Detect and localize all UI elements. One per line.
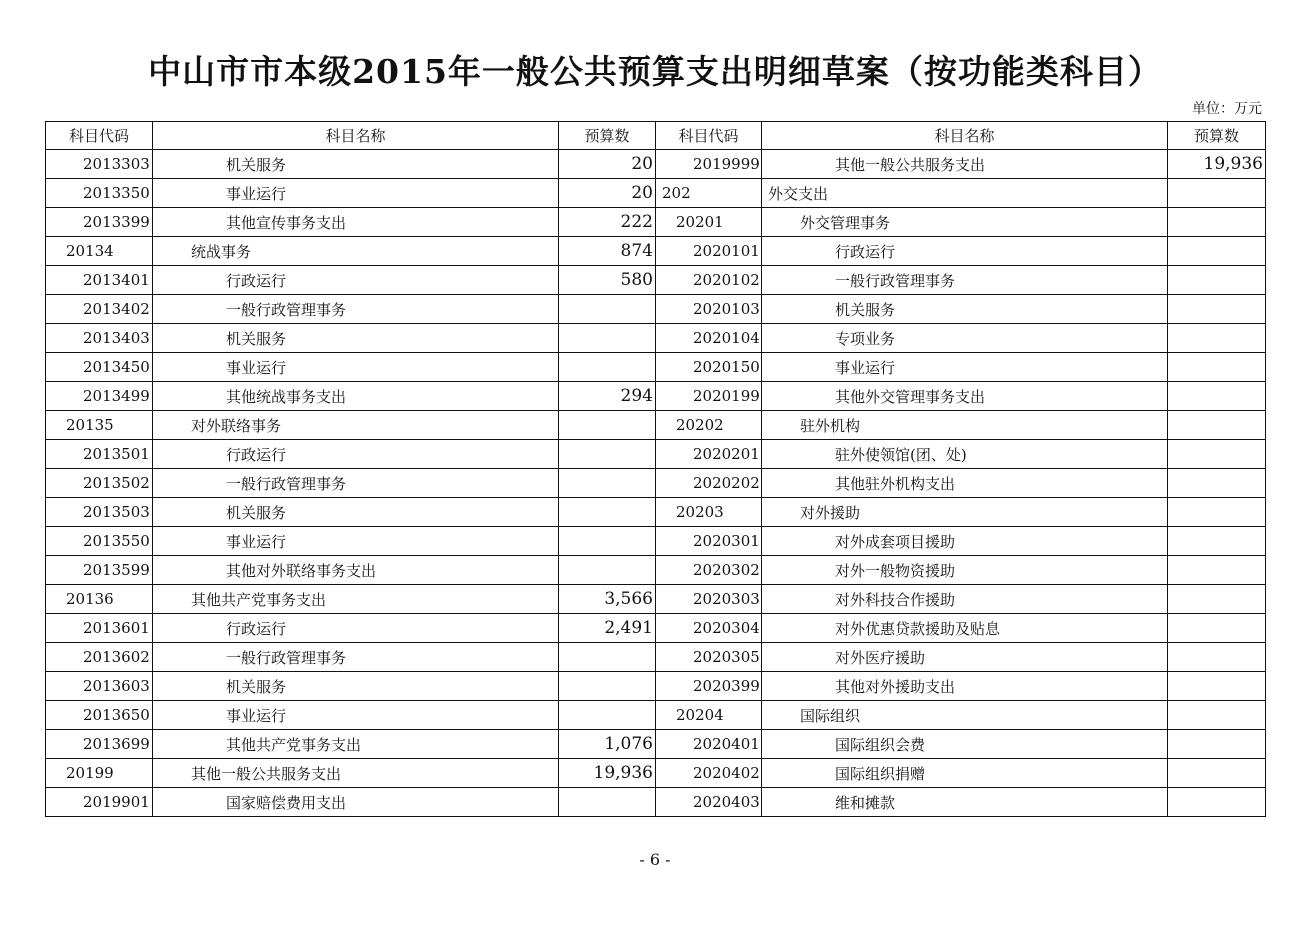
right-name-cell: 外交管理事务 [762,208,1168,237]
table-header-row [46,122,1266,150]
table-row [46,411,1266,440]
right-name-cell: 对外一般物资援助 [762,556,1168,585]
table-row [46,556,1266,585]
right-code-cell: 2020401 [656,730,762,759]
right-amount-cell [1168,179,1266,208]
right-amount-cell [1168,759,1266,788]
right-code-cell: 2020403 [656,788,762,817]
left-name-cell: 一般行政管理事务 [153,469,559,498]
right-amount-cell [1168,382,1266,411]
left-name-cell: 其他共产党事务支出 [153,585,559,614]
left-name-cell: 行政运行 [153,440,559,469]
table-row [46,150,1266,179]
table-row [46,585,1266,614]
table-body [46,150,1266,817]
header-left-code: 科目代码 [46,122,153,150]
right-amount-cell [1168,469,1266,498]
left-name-cell: 统战事务 [153,237,559,266]
left-name-cell: 一般行政管理事务 [153,643,559,672]
right-code-cell: 2020101 [656,237,762,266]
left-amount-cell [559,353,656,382]
right-name-cell: 外交支出 [762,179,1168,208]
left-code-cell: 20135 [46,411,153,440]
right-code-cell: 20203 [656,498,762,527]
right-code-cell: 2020303 [656,585,762,614]
right-code-cell: 2020305 [656,643,762,672]
right-amount-cell [1168,788,1266,817]
right-code-cell: 20201 [656,208,762,237]
left-code-cell: 2013650 [46,701,153,730]
right-name-cell: 对外科技合作援助 [762,585,1168,614]
left-code-cell: 2013450 [46,353,153,382]
right-name-cell: 行政运行 [762,237,1168,266]
right-amount-cell [1168,208,1266,237]
left-amount-cell: 19,936 [559,759,656,788]
table-row [46,295,1266,324]
left-name-cell: 对外联络事务 [153,411,559,440]
left-name-cell: 机关服务 [153,324,559,353]
table-row [46,759,1266,788]
right-amount-cell [1168,527,1266,556]
table-row [46,701,1266,730]
table-row [46,788,1266,817]
right-amount-cell [1168,556,1266,585]
left-amount-cell: 20 [559,150,656,179]
left-name-cell: 机关服务 [153,498,559,527]
right-amount-cell [1168,266,1266,295]
right-name-cell: 其他驻外机构支出 [762,469,1168,498]
left-code-cell: 2013499 [46,382,153,411]
right-name-cell: 专项业务 [762,324,1168,353]
right-amount-cell [1168,324,1266,353]
right-amount-cell [1168,672,1266,701]
left-name-cell: 事业运行 [153,701,559,730]
right-amount-cell [1168,353,1266,382]
left-name-cell: 行政运行 [153,614,559,643]
header-right-amount: 预算数 [1168,122,1266,150]
left-code-cell: 2013401 [46,266,153,295]
left-code-cell: 2013303 [46,150,153,179]
right-code-cell: 20202 [656,411,762,440]
right-code-cell: 20204 [656,701,762,730]
right-name-cell: 驻外机构 [762,411,1168,440]
left-name-cell: 事业运行 [153,353,559,382]
right-name-cell: 事业运行 [762,353,1168,382]
right-name-cell: 其他一般公共服务支出 [762,150,1168,179]
right-amount-cell [1168,701,1266,730]
table-row [46,353,1266,382]
left-name-cell: 其他对外联络事务支出 [153,556,559,585]
left-code-cell: 2013350 [46,179,153,208]
left-code-cell: 2013550 [46,527,153,556]
table-row [46,382,1266,411]
header-right-code: 科目代码 [656,122,762,150]
left-name-cell: 事业运行 [153,179,559,208]
left-code-cell: 2019901 [46,788,153,817]
right-code-cell: 2020304 [656,614,762,643]
table-row [46,527,1266,556]
left-amount-cell [559,440,656,469]
left-name-cell: 行政运行 [153,266,559,295]
left-code-cell: 2013503 [46,498,153,527]
table-row [46,498,1266,527]
right-amount-cell [1168,411,1266,440]
page-title: 中山市市本级2015年一般公共预算支出明细草案（按功能类科目） [148,52,1162,91]
right-name-cell: 其他外交管理事务支出 [762,382,1168,411]
left-name-cell: 其他一般公共服务支出 [153,759,559,788]
right-name-cell: 对外医疗援助 [762,643,1168,672]
left-code-cell: 2013399 [46,208,153,237]
left-name-cell: 其他宣传事务支出 [153,208,559,237]
left-name-cell: 其他共产党事务支出 [153,730,559,759]
left-name-cell: 国家赔偿费用支出 [153,788,559,817]
left-code-cell: 2013402 [46,295,153,324]
header-left-name: 科目名称 [153,122,559,150]
left-amount-cell: 2,491 [559,614,656,643]
header-left-amount: 预算数 [559,122,656,150]
table-row [46,730,1266,759]
left-amount-cell [559,556,656,585]
left-name-cell: 事业运行 [153,527,559,556]
left-amount-cell: 294 [559,382,656,411]
right-amount-cell [1168,237,1266,266]
left-name-cell: 机关服务 [153,672,559,701]
left-name-cell: 机关服务 [153,150,559,179]
table-row [46,469,1266,498]
left-amount-cell [559,498,656,527]
right-code-cell: 2020399 [656,672,762,701]
right-amount-cell [1168,585,1266,614]
left-name-cell: 一般行政管理事务 [153,295,559,324]
right-code-cell: 2020104 [656,324,762,353]
right-name-cell: 对外优惠贷款援助及贴息 [762,614,1168,643]
left-code-cell: 2013699 [46,730,153,759]
left-amount-cell [559,469,656,498]
left-code-cell: 2013601 [46,614,153,643]
left-code-cell: 2013403 [46,324,153,353]
right-code-cell: 2020301 [656,527,762,556]
table-row [46,179,1266,208]
right-name-cell: 其他对外援助支出 [762,672,1168,701]
right-name-cell: 维和摊款 [762,788,1168,817]
left-code-cell: 20136 [46,585,153,614]
left-amount-cell: 580 [559,266,656,295]
right-code-cell: 2020103 [656,295,762,324]
right-name-cell: 机关服务 [762,295,1168,324]
table-row [46,266,1266,295]
left-amount-cell [559,527,656,556]
right-code-cell: 2019999 [656,150,762,179]
right-code-cell: 202 [656,179,762,208]
left-amount-cell: 222 [559,208,656,237]
right-name-cell: 对外成套项目援助 [762,527,1168,556]
right-code-cell: 2020199 [656,382,762,411]
left-amount-cell [559,295,656,324]
right-code-cell: 2020202 [656,469,762,498]
left-amount-cell [559,701,656,730]
right-code-cell: 2020402 [656,759,762,788]
right-name-cell: 驻外使领馆(团、处) [762,440,1168,469]
right-name-cell: 国际组织捐赠 [762,759,1168,788]
left-code-cell: 2013602 [46,643,153,672]
right-name-cell: 国际组织 [762,701,1168,730]
right-amount-cell [1168,295,1266,324]
left-amount-cell [559,788,656,817]
table-row [46,614,1266,643]
left-amount-cell [559,643,656,672]
left-code-cell: 2013599 [46,556,153,585]
table-row [46,672,1266,701]
right-name-cell: 一般行政管理事务 [762,266,1168,295]
right-code-cell: 2020150 [656,353,762,382]
right-code-cell: 2020102 [656,266,762,295]
left-code-cell: 20134 [46,237,153,266]
left-amount-cell: 20 [559,179,656,208]
left-amount-cell: 874 [559,237,656,266]
right-amount-cell [1168,614,1266,643]
right-amount-cell: 19,936 [1168,150,1266,179]
unit-label: 单位：万元 [1192,101,1262,117]
header-right-name: 科目名称 [762,122,1168,150]
left-amount-cell [559,411,656,440]
budget-table [45,121,1266,817]
right-amount-cell [1168,730,1266,759]
left-amount-cell: 3,566 [559,585,656,614]
left-amount-cell: 1,076 [559,730,656,759]
table-row [46,643,1266,672]
right-code-cell: 2020302 [656,556,762,585]
left-code-cell: 2013501 [46,440,153,469]
page-number: - 6 - [639,850,671,869]
table-row [46,440,1266,469]
right-amount-cell [1168,440,1266,469]
left-amount-cell [559,324,656,353]
right-name-cell: 对外援助 [762,498,1168,527]
left-code-cell: 2013502 [46,469,153,498]
left-amount-cell [559,672,656,701]
table-row [46,324,1266,353]
right-amount-cell [1168,643,1266,672]
right-amount-cell [1168,498,1266,527]
table-row [46,237,1266,266]
right-code-cell: 2020201 [656,440,762,469]
left-code-cell: 20199 [46,759,153,788]
right-name-cell: 国际组织会费 [762,730,1168,759]
left-name-cell: 其他统战事务支出 [153,382,559,411]
left-code-cell: 2013603 [46,672,153,701]
table-row [46,208,1266,237]
